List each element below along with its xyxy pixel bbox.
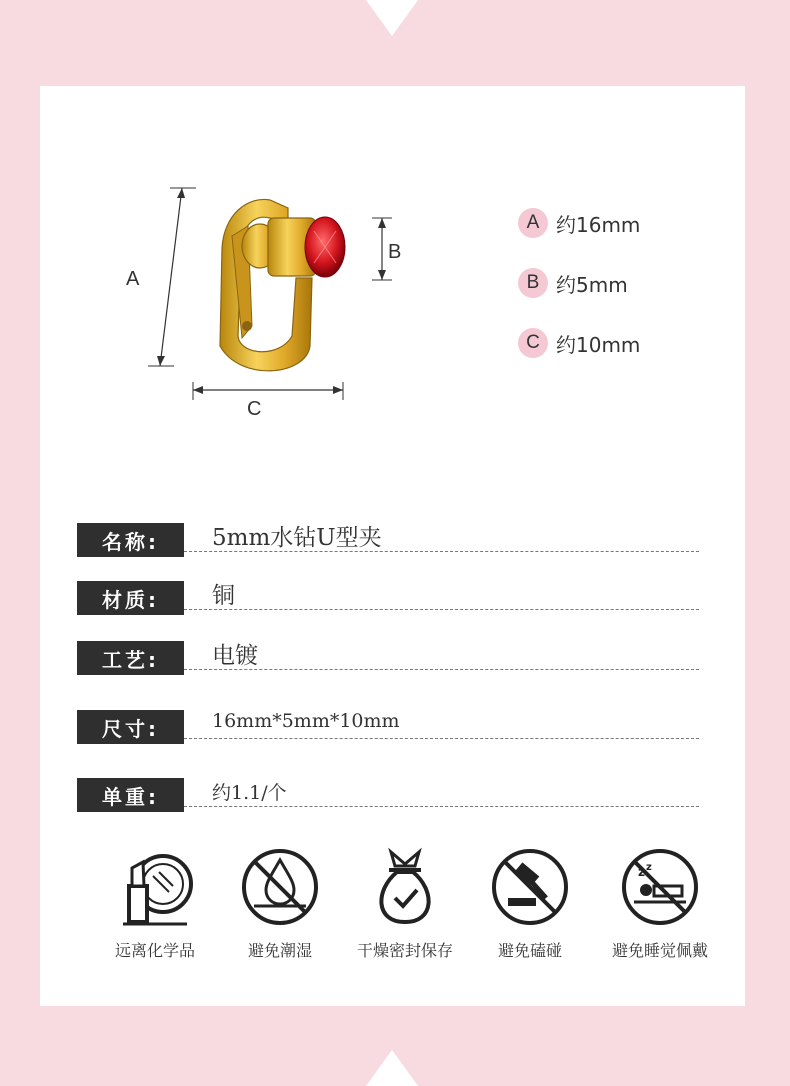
care-item <box>470 846 590 961</box>
spec-row-craft <box>77 637 699 677</box>
legend-letter-b: B <box>518 268 548 298</box>
spec-row-weight <box>77 774 699 814</box>
spec-value-craft: 电镀 <box>212 643 258 669</box>
care-caption: 干燥密封保存 <box>356 941 453 960</box>
care-caption: 远离化学品 <box>114 941 195 960</box>
care-caption: 避免潮湿 <box>247 941 312 960</box>
dashed-divider <box>184 609 699 610</box>
dimension-line-a <box>160 188 182 366</box>
no-moisture-icon <box>240 846 320 928</box>
legend-letter-a: A <box>518 208 548 238</box>
spec-row-material <box>77 577 699 617</box>
spec-value-material: 铜 <box>212 583 235 609</box>
spec-label-name: 名称: <box>77 523 184 557</box>
legend-item <box>518 208 640 238</box>
spec-value-name: 5mm水钻U型夹 <box>212 525 382 551</box>
dashed-divider <box>184 738 699 739</box>
care-caption: 避免睡觉佩戴 <box>611 941 708 960</box>
spec-value-weight: 约1.1/个 <box>212 782 287 804</box>
care-item <box>95 846 215 961</box>
ear-clip-illustration <box>120 186 420 436</box>
bottom-notch-decoration <box>366 1050 418 1086</box>
spec-label-weight: 单重: <box>77 778 184 812</box>
no-hammer-icon <box>490 846 570 928</box>
dimension-legend <box>518 208 640 388</box>
legend-value-b: 约5mm <box>556 272 628 297</box>
care-item <box>600 846 720 961</box>
dimension-label-b: B <box>388 241 402 263</box>
legend-value-a: 约16mm <box>556 212 641 237</box>
dashed-divider <box>184 806 699 807</box>
svg-text:z: z <box>638 865 645 879</box>
dashed-divider <box>184 551 699 552</box>
sealed-bag-icon <box>365 846 445 928</box>
spec-label-craft: 工艺: <box>77 641 184 675</box>
top-notch-decoration <box>366 0 418 36</box>
legend-value-c: 约10mm <box>556 332 641 357</box>
legend-item <box>518 268 640 298</box>
spec-row-name <box>77 519 699 559</box>
spec-value-size: 16mm*5mm*10mm <box>212 710 400 732</box>
care-item <box>220 846 340 961</box>
spec-row-size <box>77 706 699 746</box>
dimension-label-a: A <box>126 268 140 290</box>
svg-text:z: z <box>646 862 652 873</box>
no-sleep-icon <box>620 846 700 928</box>
spec-label-size: 尺寸: <box>77 710 184 744</box>
product-card <box>40 86 745 1006</box>
spec-label-material: 材质: <box>77 581 184 615</box>
chemicals-icon <box>115 846 195 928</box>
dashed-divider <box>184 669 699 670</box>
care-item <box>345 846 465 961</box>
dimension-label-c: C <box>247 398 262 420</box>
care-caption: 避免磕碰 <box>497 941 562 960</box>
legend-letter-c: C <box>518 328 548 358</box>
legend-item <box>518 328 640 358</box>
care-instructions <box>95 846 708 986</box>
